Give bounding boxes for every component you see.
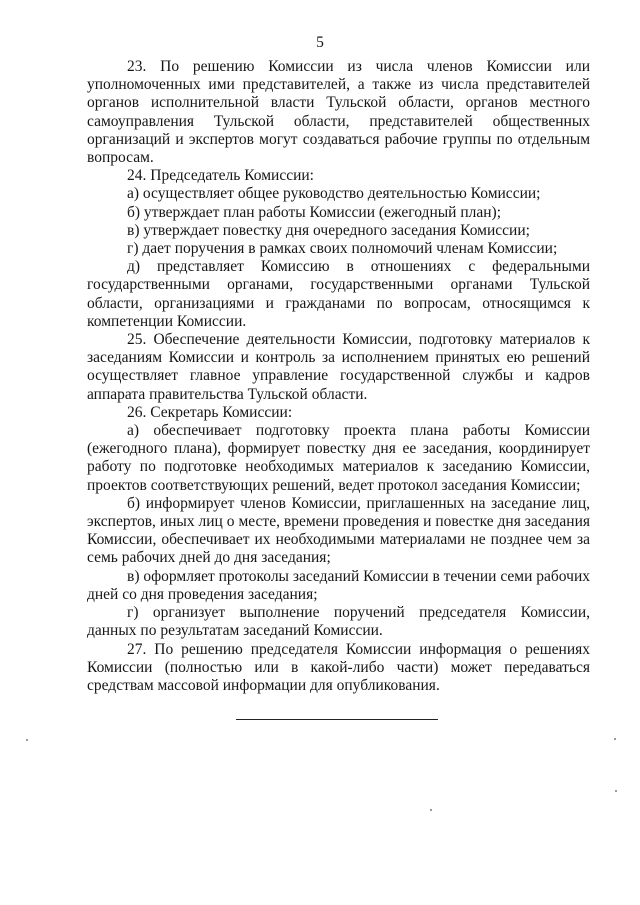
paragraph-24b: б) утверждает план работы Комиссии (ежегодный план);: [127, 203, 501, 221]
scan-speck: [430, 809, 432, 811]
paragraph-23: 23. По решению Комиссии из числа членов Комиссии или уполномоченных ими представителей, а также из числа представителей органов исполнительной власти Тульской области, органов местного самоуправления Тульской области, представителей общественных организаций и экспертов могут создаваться рабочие группы по отдельным вопросам.: [87, 58, 590, 167]
end-divider: [236, 719, 438, 720]
paragraph-24-heading: 24. Председатель Комиссии:: [127, 167, 314, 185]
paragraph-24d: г) дает поручения в рамках своих полномочий членам Комиссии;: [127, 240, 558, 258]
paragraph-26c: в) оформляет протоколы заседаний Комиссии в течении семи рабочих дней со дня проведения заседания;: [87, 567, 590, 603]
paragraph-24a: а) осуществляет общее руководство деятельностью Комиссии;: [127, 185, 541, 203]
paragraph-26b: б) информирует членов Комиссии, приглашенных на заседание лиц, экспертов, иных лиц о месте, времени проведения и повестке дня заседания Комиссии, обеспечивает их необходимыми материалами не позднее чем за семь рабочих дней до дня заседания;: [87, 494, 590, 567]
page-number: 5: [316, 34, 324, 51]
paragraph-24c: в) утверждает повестку дня очередного заседания Комиссии;: [127, 221, 530, 239]
paragraph-24e: д) представляет Комиссию в отношениях с федеральными государственными органами, государственными органами Тульской области, организациями и гражданами по вопросам, относящимся к компетенции Комиссии.: [87, 258, 590, 330]
scan-speck: [615, 790, 617, 792]
scan-speck: [26, 739, 28, 741]
paragraph-27: 27. По решению председателя Комиссии информация о решениях Комиссии (полностью или в какой-либо части) может передаваться средствам массовой информации для опубликования.: [87, 640, 590, 694]
paragraph-25: 25. Обеспечение деятельности Комиссии, подготовку материалов к заседаниям Комиссии и контроль за исполнением принятых ею решений осуществляет главное управление государственной службы и кадров аппарата правительства Тульской области.: [87, 331, 590, 403]
paragraph-26a: а) обеспечивает подготовку проекта плана работы Комиссии (ежегодного плана), формирует повестку дня ее заседания, координирует работу по подготовке необходимых материалов к заседанию Комиссии, проектов соответствующих решений, ведет протокол заседания Комиссии;: [87, 422, 590, 494]
document-body: [87, 58, 590, 695]
paragraph-26d: г) организует выполнение поручений председателя Комиссии, данных по результатам заседаний Комиссии.: [87, 604, 590, 640]
scan-speck: [614, 738, 616, 740]
paragraph-26-heading: 26. Секретарь Комиссии:: [127, 403, 293, 421]
